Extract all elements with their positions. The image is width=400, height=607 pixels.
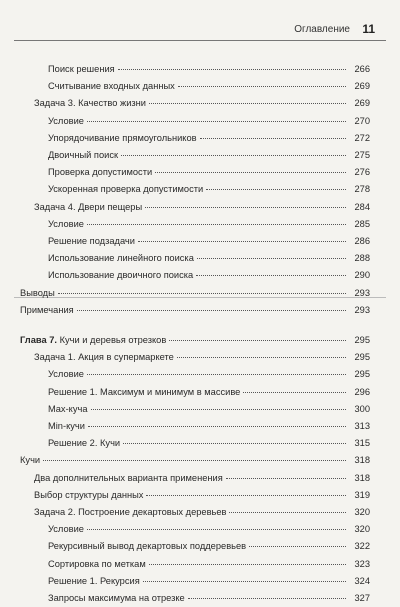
dot-leader bbox=[149, 102, 346, 104]
toc-entry-label bbox=[48, 267, 193, 284]
toc-entry-label bbox=[20, 285, 55, 302]
toc-entry-line bbox=[48, 78, 346, 95]
toc-entry-title: Упорядочивание прямоугольников bbox=[48, 132, 197, 143]
toc-entry-title: Проверка допустимости bbox=[48, 167, 153, 178]
dot-leader bbox=[87, 223, 346, 225]
toc-chapter-number: Глава 7. bbox=[20, 335, 57, 345]
toc-entry-page: 275 bbox=[354, 150, 370, 160]
toc-entry-line bbox=[34, 504, 346, 521]
toc-entry bbox=[0, 302, 400, 319]
toc-entry-title: Решение 2. Кучи bbox=[48, 438, 121, 449]
toc-entry-label bbox=[48, 573, 140, 590]
toc-entry bbox=[0, 366, 400, 383]
toc-entry-label bbox=[48, 181, 203, 198]
toc-entry-title: Задача 4. Двери пещеры bbox=[34, 201, 143, 212]
dot-leader bbox=[91, 408, 347, 410]
dot-leader bbox=[87, 373, 346, 375]
dot-leader bbox=[145, 206, 346, 208]
toc-entry bbox=[0, 95, 400, 112]
toc-entry-page: 284 bbox=[354, 201, 370, 212]
toc-entry bbox=[0, 216, 400, 233]
dot-leader bbox=[146, 494, 346, 496]
toc-entry-title: Ускоренная проверка допустимости bbox=[48, 184, 204, 195]
toc-entry-line bbox=[20, 302, 346, 319]
toc-entry bbox=[0, 349, 400, 366]
toc-entry-label bbox=[48, 521, 84, 538]
running-header bbox=[0, 0, 400, 40]
toc-entry-label bbox=[34, 470, 223, 487]
toc-entry-title: Max-куча bbox=[48, 403, 88, 414]
toc-entry-line bbox=[48, 521, 346, 538]
toc-entry-title: Задача 3. Качество жизни bbox=[34, 98, 147, 109]
dot-leader bbox=[77, 309, 346, 311]
toc-entry-page: 276 bbox=[354, 167, 370, 178]
toc-entry-title: Min-кучи bbox=[48, 421, 85, 431]
dot-leader bbox=[249, 545, 346, 547]
toc-entry-line bbox=[34, 199, 346, 216]
toc-entry bbox=[0, 130, 400, 147]
dot-leader bbox=[200, 137, 346, 139]
toc-entry-title: Решение 1. Рекурсия bbox=[48, 575, 140, 586]
toc-entry-label bbox=[48, 147, 118, 164]
toc-entry bbox=[0, 590, 400, 607]
toc-entry-page: 269 bbox=[354, 81, 370, 92]
toc-entry-line bbox=[48, 250, 346, 267]
dot-leader bbox=[149, 563, 346, 565]
toc-entry-label bbox=[48, 250, 194, 267]
toc-entry-label bbox=[48, 384, 240, 401]
toc-entry bbox=[0, 250, 400, 267]
toc-entry-label bbox=[48, 366, 84, 383]
running-header-title: Оглавление bbox=[294, 24, 350, 35]
toc-entry-page: 270 bbox=[354, 115, 370, 126]
toc-entry bbox=[0, 487, 400, 504]
toc-entry-page: 293 bbox=[354, 304, 370, 315]
toc-entry bbox=[0, 61, 400, 78]
toc-entry-page: 286 bbox=[354, 236, 370, 246]
toc-entry bbox=[0, 181, 400, 198]
toc-entry-page: 288 bbox=[354, 253, 370, 264]
toc-entry-label bbox=[34, 487, 143, 504]
toc-entry-title: Выбор структуры данных bbox=[34, 489, 144, 500]
toc-entry-page: 318 bbox=[354, 472, 370, 483]
toc-entry-line bbox=[48, 435, 346, 452]
toc-entry-label bbox=[48, 556, 146, 573]
toc-entry bbox=[0, 521, 400, 538]
toc-entry-label bbox=[48, 113, 84, 130]
toc-entry-page: 320 bbox=[354, 507, 370, 517]
toc-entry-line bbox=[48, 267, 346, 284]
toc-entry-title: Двоичный поиск bbox=[48, 150, 119, 160]
toc-entry-label bbox=[48, 418, 85, 435]
toc-entry-label bbox=[48, 78, 175, 95]
toc-entry-label bbox=[48, 130, 197, 147]
toc-entry-title: Два дополнительных варианта применения bbox=[34, 472, 223, 483]
toc-entry bbox=[0, 113, 400, 130]
toc-entry bbox=[0, 504, 400, 521]
toc-entry-title: Рекурсивный вывод декартовых поддеревьев bbox=[48, 541, 247, 552]
toc-entry bbox=[0, 452, 400, 469]
toc-entry-line bbox=[48, 147, 346, 164]
toc-entry-line bbox=[48, 573, 346, 590]
toc-entry-title: Использование двоичного поиска bbox=[48, 270, 194, 281]
toc-entry-page: 295 bbox=[354, 335, 370, 345]
toc-entry bbox=[0, 285, 400, 302]
toc-entry-page: 322 bbox=[354, 541, 370, 552]
toc-entry-label bbox=[20, 332, 166, 349]
toc-entry-page: 319 bbox=[354, 489, 370, 500]
toc-entry-title: Поиск решения bbox=[48, 64, 115, 74]
toc-entry-line bbox=[34, 470, 346, 487]
toc-entry-line bbox=[20, 332, 346, 349]
page-number: 11 bbox=[362, 22, 375, 36]
toc-entry-title: Условие bbox=[48, 524, 84, 535]
toc-entry-page: 296 bbox=[354, 386, 370, 397]
toc-entry-line bbox=[48, 233, 346, 250]
toc-entry-label bbox=[48, 590, 185, 607]
toc-entry-title: Задача 1. Акция в супермаркете bbox=[34, 352, 174, 363]
toc-entry-page: 278 bbox=[354, 184, 370, 195]
toc-entry-line bbox=[48, 384, 346, 401]
toc-entry-label bbox=[20, 302, 74, 319]
toc-entry-title: Решение подзадачи bbox=[48, 236, 135, 246]
dot-leader bbox=[226, 477, 346, 479]
dot-leader bbox=[243, 391, 346, 393]
toc-entry-line bbox=[20, 452, 346, 469]
toc-entry bbox=[0, 199, 400, 216]
toc-entry bbox=[0, 147, 400, 164]
toc-entry-page: 269 bbox=[354, 98, 370, 109]
dot-leader bbox=[87, 528, 346, 530]
toc-entry-line bbox=[48, 366, 346, 383]
toc-entry-line bbox=[48, 401, 346, 418]
toc-entry bbox=[0, 573, 400, 590]
toc-entry-line bbox=[34, 349, 346, 366]
toc-entry-page: 295 bbox=[354, 352, 370, 363]
toc-entry bbox=[0, 164, 400, 181]
toc-entry-title: Условие bbox=[48, 115, 84, 126]
toc-entry-line bbox=[34, 95, 346, 112]
toc-entry bbox=[0, 401, 400, 418]
dot-leader bbox=[196, 274, 346, 276]
toc-entry-line bbox=[48, 164, 346, 181]
dot-leader bbox=[177, 356, 346, 358]
toc-entry bbox=[0, 233, 400, 250]
toc-entry bbox=[0, 418, 400, 435]
toc-entry-page: 293 bbox=[354, 287, 370, 298]
toc-entry-title: Кучи bbox=[20, 455, 41, 466]
dot-leader bbox=[88, 425, 346, 427]
toc-entry-label bbox=[48, 216, 84, 233]
toc-entry bbox=[0, 267, 400, 284]
toc-entry-line bbox=[48, 61, 346, 78]
toc-entry-page: 272 bbox=[354, 132, 370, 143]
dot-leader bbox=[169, 339, 346, 341]
toc-entry-line bbox=[48, 590, 346, 607]
dot-leader bbox=[118, 68, 346, 70]
toc-entry-page: 324 bbox=[354, 575, 370, 586]
toc-entry-title: Кучи и деревья отрезков bbox=[59, 335, 167, 345]
dot-leader bbox=[123, 442, 346, 444]
toc-entry-page: 318 bbox=[354, 455, 370, 466]
toc-entry bbox=[0, 78, 400, 95]
toc-entry-title: Сортировка по меткам bbox=[48, 558, 146, 569]
toc-entry-title: Выводы bbox=[20, 287, 55, 298]
dot-leader bbox=[143, 580, 346, 582]
dot-leader bbox=[138, 240, 346, 242]
toc-entry-title: Примечания bbox=[20, 304, 74, 315]
toc-entry-title: Условие bbox=[48, 218, 84, 229]
dot-leader bbox=[188, 597, 346, 599]
toc-entry-title: Запросы максимума на отрезке bbox=[48, 593, 185, 603]
toc-entry-label bbox=[48, 401, 88, 418]
toc-entry-label bbox=[20, 452, 40, 469]
toc-entry-page: 315 bbox=[354, 438, 370, 449]
toc-entry-line bbox=[48, 113, 346, 130]
toc-entry-page: 266 bbox=[354, 64, 370, 74]
toc-entry-page: 295 bbox=[354, 369, 370, 380]
toc-entry-label bbox=[48, 164, 152, 181]
toc-entry-label bbox=[34, 95, 146, 112]
dot-leader bbox=[197, 257, 346, 259]
toc-entry bbox=[0, 470, 400, 487]
toc-entry-page: 323 bbox=[354, 558, 370, 569]
toc-entry-page: 313 bbox=[354, 421, 370, 431]
toc-entry-label bbox=[48, 233, 135, 250]
toc-entry-label bbox=[34, 504, 226, 521]
dot-leader bbox=[43, 459, 346, 461]
toc-entry-page: 285 bbox=[354, 218, 370, 229]
toc-entry-page: 320 bbox=[354, 524, 370, 535]
toc-entry-line bbox=[48, 130, 346, 147]
toc-entry bbox=[0, 538, 400, 555]
toc-entry-title: Использование линейного поиска bbox=[48, 253, 194, 264]
toc-entry-line bbox=[20, 285, 346, 302]
toc-entry-label bbox=[34, 199, 142, 216]
toc-entry bbox=[0, 332, 400, 349]
header-rule bbox=[14, 40, 386, 41]
toc-entry-page: 300 bbox=[354, 403, 370, 414]
dot-leader bbox=[58, 292, 346, 294]
dot-leader bbox=[206, 188, 346, 190]
dot-leader bbox=[178, 85, 346, 87]
toc-entry-title: Задача 2. Построение декартовых деревьев bbox=[34, 507, 227, 517]
toc-entry-label bbox=[48, 61, 115, 78]
toc-entry-label bbox=[48, 435, 120, 452]
toc-entry-title: Решение 1. Максимум и минимум в массиве bbox=[48, 386, 241, 397]
toc-entry-title: Условие bbox=[48, 369, 84, 380]
toc-entry bbox=[0, 384, 400, 401]
toc-entry bbox=[0, 435, 400, 452]
toc-entry-label bbox=[48, 538, 246, 555]
toc-entry-title: Считывание входных данных bbox=[48, 81, 175, 92]
dot-leader bbox=[121, 154, 346, 156]
toc-entry-line bbox=[48, 538, 346, 555]
toc-entry-line bbox=[48, 418, 346, 435]
toc-entry-line bbox=[48, 181, 346, 198]
toc-entry-line bbox=[34, 487, 346, 504]
dot-leader bbox=[229, 511, 346, 513]
toc-entry-page: 290 bbox=[354, 270, 370, 281]
toc-entry bbox=[0, 556, 400, 573]
toc-entry-line bbox=[48, 216, 346, 233]
toc-entry-line bbox=[48, 556, 346, 573]
toc-entry-label bbox=[34, 349, 174, 366]
dot-leader bbox=[87, 120, 346, 122]
dot-leader bbox=[155, 171, 346, 173]
toc-entry-page: 327 bbox=[354, 593, 370, 603]
